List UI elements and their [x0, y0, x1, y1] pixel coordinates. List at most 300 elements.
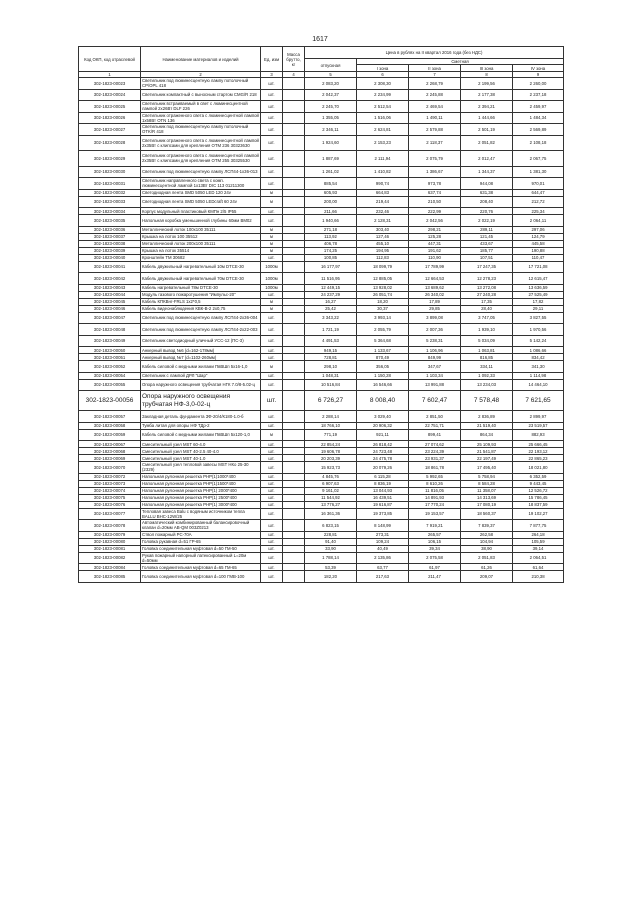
row-price-zone-1: 194,95	[357, 247, 409, 254]
row-name: Напольная рулонная решетка PHP(1)1500*400	[141, 480, 261, 487]
row-price-zone-3: 262,58	[461, 531, 513, 538]
row-price-zone-1: 30,37	[357, 305, 409, 312]
col-num: 7	[409, 72, 461, 78]
row-name: Смесительный узел MST 40-2.5 40-4.0	[141, 448, 261, 455]
row-price-zone-4: 970,01	[513, 178, 564, 190]
table-row	[79, 372, 564, 379]
row-code: 302-1823-00033	[79, 196, 141, 208]
row-price-zone-1: 1 410,82	[357, 166, 409, 178]
row-mass	[283, 335, 305, 347]
row-mass	[283, 347, 305, 354]
row-price-zone-4: 13 636,59	[513, 284, 564, 291]
row-price-zone-4: 264,18	[513, 531, 564, 538]
row-name: Ствол пожарный РС-70А	[141, 531, 261, 538]
row-price-zone-3: 7 839,37	[461, 520, 513, 532]
row-price-zone-1: 219,44	[357, 196, 409, 208]
row-price-zone-2: 973,78	[409, 178, 461, 190]
row-price-zone-4: 2 064,51	[513, 552, 564, 564]
row-price-zone-1: 8 008,40	[357, 391, 409, 411]
table-row	[79, 112, 564, 124]
row-name: Кабель двужильный нагревательный 70м DTCE-30	[141, 273, 261, 285]
row-name: Головка соединительная муфтовая d=65 ГМ-65	[141, 564, 261, 571]
row-code: 302-1823-00036	[79, 226, 141, 233]
row-price-zone-1: 664,83	[357, 189, 409, 196]
row-mass	[283, 240, 305, 247]
row-price-zone-4: 7 621,65	[513, 391, 564, 411]
row-unit: м	[261, 233, 283, 240]
header-smetnaya: Сметная	[357, 59, 564, 65]
row-unit: шт.	[261, 480, 283, 487]
row-price-zone-4: 22 193,12	[513, 448, 564, 455]
row-mass	[283, 208, 305, 215]
table-row	[79, 305, 564, 312]
row-price-zone-4: 225,34	[513, 208, 564, 215]
row-price-otpusk: 2 042,37	[305, 89, 357, 101]
row-price-otpusk: 1 924,60	[305, 135, 357, 151]
row-unit: 1000м	[261, 261, 283, 273]
row-unit: шт.	[261, 112, 283, 124]
row-price-otpusk: 228,81	[305, 531, 357, 538]
table-row	[79, 335, 564, 347]
row-mass	[283, 226, 305, 233]
row-name: Светильник компактный с выносным стартом CMG/R 218	[141, 89, 261, 101]
row-mass	[283, 564, 305, 571]
row-mass	[283, 261, 305, 273]
row-price-zone-1: 2 234,99	[357, 89, 409, 101]
row-price-otpusk: 6 907,63	[305, 480, 357, 487]
price-table	[78, 46, 564, 583]
row-price-zone-2: 17 789,99	[409, 261, 461, 273]
header-unit: Ед. изм	[261, 47, 283, 72]
row-price-zone-2: 1 106,96	[409, 347, 461, 354]
row-unit: шт.	[261, 545, 283, 552]
row-price-zone-2: 3 899,08	[409, 312, 461, 324]
row-price-zone-1: 18,20	[357, 298, 409, 305]
row-price-otpusk: 19 606,78	[305, 448, 357, 455]
row-price-otpusk: 174,25	[305, 247, 357, 254]
row-price-otpusk: 15 923,73	[305, 462, 357, 474]
row-name: Крышка на лоток 100 35512	[141, 233, 261, 240]
row-code: 302-1823-00045	[79, 298, 141, 305]
row-name: Анкерный вывод №7 (d=1102-260мм)	[141, 354, 261, 361]
row-price-zone-3: 17 495,40	[461, 462, 513, 474]
row-price-zone-2: 298,21	[409, 226, 461, 233]
row-price-otpusk: 16,27	[305, 298, 357, 305]
row-price-zone-3: 209,07	[461, 571, 513, 583]
row-unit: шт.	[261, 520, 283, 532]
row-unit: шт.	[261, 78, 283, 90]
row-price-zone-4: 2 237,18	[513, 89, 564, 101]
row-price-zone-4: 29,11	[513, 305, 564, 312]
row-price-zone-3: 14 313,69	[461, 494, 513, 501]
row-mass	[283, 305, 305, 312]
row-unit: шт.	[261, 508, 283, 520]
row-code: 302-1823-00075	[79, 494, 141, 501]
row-mass	[283, 361, 305, 373]
table-row	[79, 448, 564, 455]
row-price-zone-1: 13 928,02	[357, 284, 409, 291]
row-price-zone-1: 13 044,93	[357, 487, 409, 494]
row-price-zone-3: 2 012,47	[461, 151, 513, 167]
row-name: Кабель силовой с медными жилами ПвВШп 5x16-1,0	[141, 361, 261, 373]
table-row	[79, 78, 564, 90]
row-code: 302-1823-00032	[79, 189, 141, 196]
row-unit: шт.	[261, 531, 283, 538]
row-name: Светильник под люминесцентную лампу ЛСП44-2x36-004	[141, 312, 261, 324]
row-price-zone-2: 1 386,67	[409, 166, 461, 178]
row-code: 302-1823-00031	[79, 178, 141, 190]
row-price-otpusk: 2 245,70	[305, 101, 357, 113]
row-unit: м	[261, 298, 283, 305]
row-price-zone-2: 17,89	[409, 298, 461, 305]
row-name: Смесительный узел тепловой завесы MST НКо 25-30 (2329)	[141, 462, 261, 474]
table-row	[79, 189, 564, 196]
row-price-zone-2: 39,34	[409, 545, 461, 552]
row-mass	[283, 552, 305, 564]
row-price-zone-2: 5 992,65	[409, 473, 461, 480]
row-price-zone-3: 2 199,56	[461, 78, 513, 90]
row-code: 302-1823-00072	[79, 473, 141, 480]
row-price-zone-2: 2 245,88	[409, 89, 461, 101]
row-price-zone-1: 1 516,06	[357, 112, 409, 124]
row-price-zone-1: 273,31	[357, 531, 409, 538]
row-code: 302-1823-00051	[79, 354, 141, 361]
row-code: 302-1823-00023	[79, 78, 141, 90]
row-price-zone-4: 2 899,97	[513, 411, 564, 423]
row-price-zone-2: 27 074,62	[409, 441, 461, 448]
row-price-otpusk: 4 845,76	[305, 473, 357, 480]
row-name: Светильник под люминесцентную лампу ЛСП44-2x22-003	[141, 324, 261, 336]
row-price-zone-3: 1 344,37	[461, 166, 513, 178]
row-name: Напольная коробка уменьшенной глубины 60мм ВМ02	[141, 215, 261, 227]
row-unit: шт.	[261, 254, 283, 261]
row-name: Смесительный узел MST 60-4.0	[141, 441, 261, 448]
table-header	[79, 47, 564, 78]
row-price-zone-4: 17 721,08	[513, 261, 564, 273]
row-mass	[283, 379, 305, 391]
row-unit: м	[261, 189, 283, 196]
row-price-zone-1: 870,49	[357, 354, 409, 361]
row-price-zone-2: 637,74	[409, 189, 461, 196]
row-price-zone-1: 63,77	[357, 564, 409, 571]
row-unit: шт.	[261, 422, 283, 429]
row-price-zone-1: 2 128,31	[357, 215, 409, 227]
row-mass	[283, 448, 305, 455]
row-price-zone-4: 39,14	[513, 545, 564, 552]
row-price-otpusk: 2 083,20	[305, 78, 357, 90]
row-price-zone-4: 210,38	[513, 571, 564, 583]
row-price-zone-4: 5 142,24	[513, 335, 564, 347]
row-name: Автоматический комбинированный балансировочный клапан d=20мм АВ-QM 003Z0213	[141, 520, 261, 532]
table-row	[79, 422, 564, 429]
table-row	[79, 178, 564, 190]
header-mass: Масса брутто, кг	[283, 47, 305, 72]
row-price-otpusk: 406,78	[305, 240, 357, 247]
row-unit: шт.	[261, 455, 283, 462]
row-price-otpusk: 728,81	[305, 354, 357, 361]
row-price-zone-2: 19 153,57	[409, 508, 461, 520]
row-price-zone-4: 644,47	[513, 189, 564, 196]
row-price-zone-1: 232,46	[357, 208, 409, 215]
row-price-zone-2: 2 851,50	[409, 411, 461, 423]
row-code: 302-1823-00067	[79, 441, 141, 448]
row-code: 302-1823-00025	[79, 101, 141, 113]
row-price-zone-1: 8 836,19	[357, 480, 409, 487]
row-name: Головка рукавная d=51 ГР-65	[141, 538, 261, 545]
row-unit: шт.	[261, 89, 283, 101]
row-code: 302-1823-00035	[79, 215, 141, 227]
row-code: 302-1823-00027	[79, 124, 141, 136]
row-price-zone-2: 61,97	[409, 564, 461, 571]
row-unit: шт.	[261, 354, 283, 361]
row-price-zone-4: 61,64	[513, 564, 564, 571]
col-num: 6	[357, 72, 409, 78]
row-code: 302-1823-00047	[79, 312, 141, 324]
row-name: Опора наружного освещения трубчатая НФ-3,0-02-ц	[141, 391, 261, 411]
row-price-zone-2: 2 268,79	[409, 78, 461, 90]
header-zone-2: II зона	[409, 65, 461, 72]
row-mass	[283, 151, 305, 167]
row-price-zone-4: 2 260,00	[513, 78, 564, 90]
row-name: Светильник встраиваемый в свет с люминесцентной лампой 2x26Вт DLF 226	[141, 101, 261, 113]
table-row	[79, 480, 564, 487]
row-price-zone-2: 2 469,54	[409, 101, 461, 113]
row-price-zone-1: 2 135,86	[357, 552, 409, 564]
table-row	[79, 254, 564, 261]
row-price-zone-2: 2 075,58	[409, 552, 461, 564]
row-code: 302-1823-00081	[79, 545, 141, 552]
row-name: Светильник под люминесцентную лампу ЛСП44-1x36-013	[141, 166, 261, 178]
row-mass	[283, 441, 305, 448]
row-name: Светодиодная лента SMD 5050 LED 120 24v	[141, 189, 261, 196]
row-price-zone-4: 190,88	[513, 247, 564, 254]
row-price-zone-1: 2 111,94	[357, 151, 409, 167]
row-price-zone-1: 2 153,23	[357, 135, 409, 151]
table-row	[79, 247, 564, 254]
row-price-otpusk: 24 237,29	[305, 291, 357, 298]
row-price-zone-1: 1 150,28	[357, 372, 409, 379]
row-unit: м	[261, 226, 283, 233]
row-price-zone-3: 220,76	[461, 208, 513, 215]
row-code: 302-1823-00029	[79, 151, 141, 167]
row-price-zone-4: 19 102,27	[513, 508, 564, 520]
row-price-otpusk: 100,85	[305, 254, 357, 261]
row-name: Кронштейн TM 30682	[141, 254, 261, 261]
row-price-zone-4: 834,42	[513, 354, 564, 361]
row-price-zone-3: 631,38	[461, 189, 513, 196]
row-code: 302-1823-00068	[79, 448, 141, 455]
row-price-zone-3: 13 234,03	[461, 379, 513, 391]
row-price-otpusk: 13 776,27	[305, 501, 357, 508]
row-code: 302-1823-00069	[79, 455, 141, 462]
row-price-otpusk: 2 346,11	[305, 124, 357, 136]
row-price-zone-4: 124,79	[513, 233, 564, 240]
row-price-zone-2: 2 075,79	[409, 151, 461, 167]
row-code: 302-1823-00040	[79, 254, 141, 261]
row-price-zone-4: 110,47	[513, 254, 564, 261]
row-price-zone-3: 104,94	[461, 538, 513, 545]
row-price-zone-3: 208,40	[461, 196, 513, 208]
row-price-zone-3: 28,40	[461, 305, 513, 312]
row-name: Кабель силовой с медными жилами ПвВШп 5x120-1,0	[141, 429, 261, 441]
row-name: Светильник направленного света с комп. люминесцентной лампой 1x13Вт DIC 113 01211300	[141, 178, 261, 190]
row-price-zone-1: 2 308,30	[357, 78, 409, 90]
row-price-zone-4: 27 525,49	[513, 291, 564, 298]
table-row	[79, 298, 564, 305]
row-name: Закладная деталь фундамента ЗФ-20/4/К180-1.0-б	[141, 411, 261, 423]
row-code: 302-1823-00080	[79, 538, 141, 545]
row-price-zone-4: 7 877,75	[513, 520, 564, 532]
row-price-zone-4: 23 519,57	[513, 422, 564, 429]
table-row	[79, 233, 564, 240]
table-row	[79, 354, 564, 361]
row-price-otpusk: 4 491,53	[305, 335, 357, 347]
row-mass	[283, 545, 305, 552]
row-mass	[283, 124, 305, 136]
row-price-zone-3: 2 177,38	[461, 89, 513, 101]
row-price-otpusk: 113,92	[305, 233, 357, 240]
row-price-zone-1: 40,49	[357, 545, 409, 552]
row-price-zone-2: 13 991,88	[409, 379, 461, 391]
row-mass	[283, 112, 305, 124]
row-price-otpusk: 885,54	[305, 178, 357, 190]
row-price-zone-1: 921,11	[357, 429, 409, 441]
row-unit: шт.	[261, 166, 283, 178]
row-unit: м	[261, 305, 283, 312]
row-price-zone-3: 1 444,66	[461, 112, 513, 124]
table-row	[79, 391, 564, 411]
row-mass	[283, 462, 305, 474]
row-price-zone-3: 816,85	[461, 354, 513, 361]
row-price-zone-3: 433,67	[461, 240, 513, 247]
row-code: 302-1823-00039	[79, 247, 141, 254]
table-row	[79, 208, 564, 215]
row-price-zone-3: 25 109,93	[461, 441, 513, 448]
row-code: 302-1823-00085	[79, 571, 141, 583]
row-price-zone-4: 105,59	[513, 538, 564, 545]
row-code: 302-1823-00079	[79, 531, 141, 538]
row-name: Рукав пожарный напорный латексированный L=20м d=50мм	[141, 552, 261, 564]
row-price-zone-4: 12 526,72	[513, 487, 564, 494]
table-row	[79, 473, 564, 480]
row-price-otpusk: 1 721,19	[305, 324, 357, 336]
row-name: Напольная рулонная решетка PHP(1) 3000*400	[141, 501, 261, 508]
row-price-otpusk: 771,19	[305, 429, 357, 441]
row-mass	[283, 487, 305, 494]
row-price-otpusk: 25,42	[305, 305, 357, 312]
row-price-zone-3: 289,11	[461, 226, 513, 233]
row-name: Светильник отраженного света с люминесцентной лампой 2x35Вт с клипсами для крепления OTM 236 30323630	[141, 135, 261, 151]
row-price-zone-4: 1 381,30	[513, 166, 564, 178]
table-row	[79, 538, 564, 545]
row-unit: шт.	[261, 208, 283, 215]
table-row	[79, 215, 564, 227]
row-price-zone-3: 1 063,81	[461, 347, 513, 354]
row-mass	[283, 538, 305, 545]
row-price-otpusk: 605,93	[305, 189, 357, 196]
row-unit: шт.	[261, 538, 283, 545]
row-price-zone-1: 127,46	[357, 233, 409, 240]
header-otpusk: отпускная	[305, 59, 357, 72]
row-code: 302-1823-00030	[79, 166, 141, 178]
row-mass	[283, 196, 305, 208]
row-price-zone-1: 112,83	[357, 254, 409, 261]
row-mass	[283, 422, 305, 429]
row-price-zone-2: 125,28	[409, 233, 461, 240]
row-price-zone-4: 2 067,75	[513, 151, 564, 167]
row-unit: шт.	[261, 347, 283, 354]
row-price-zone-3: 8 584,28	[461, 480, 513, 487]
row-price-otpusk: 22 854,24	[305, 441, 357, 448]
row-price-otpusk: 949,15	[305, 347, 357, 354]
row-code: 302-1823-00059	[79, 429, 141, 441]
row-price-otpusk: 3 343,22	[305, 312, 357, 324]
row-mass	[283, 178, 305, 190]
row-unit: м	[261, 247, 283, 254]
row-name: Светильник под люминесцентную лампу потолочный CP/OPL 418	[141, 78, 261, 90]
row-price-zone-2: 7 602,47	[409, 391, 461, 411]
row-price-zone-2: 2 042,56	[409, 215, 461, 227]
row-price-zone-3: 334,11	[461, 361, 513, 373]
row-mass	[283, 531, 305, 538]
row-code: 302-1823-00052	[79, 361, 141, 373]
row-price-zone-2: 849,99	[409, 354, 461, 361]
row-price-otpusk: 211,66	[305, 208, 357, 215]
row-price-otpusk: 271,18	[305, 226, 357, 233]
row-price-zone-4: 17,82	[513, 298, 564, 305]
col-num: 9	[513, 72, 564, 78]
row-price-zone-1: 455,10	[357, 240, 409, 247]
row-price-zone-4: 1 114,98	[513, 372, 564, 379]
row-price-zone-2: 26 340,02	[409, 291, 461, 298]
row-price-zone-3: 5 034,09	[461, 335, 513, 347]
row-price-zone-3: 121,45	[461, 233, 513, 240]
row-unit: м	[261, 196, 283, 208]
table-row	[79, 361, 564, 373]
row-price-otpusk: 12 449,15	[305, 284, 357, 291]
row-unit: шт.	[261, 135, 283, 151]
row-price-zone-4: 14 464,10	[513, 379, 564, 391]
row-unit: 1000м	[261, 273, 283, 285]
row-code: 302-1823-00074	[79, 487, 141, 494]
row-mass	[283, 520, 305, 532]
row-unit: м	[261, 361, 283, 373]
row-unit: шт.	[261, 379, 283, 391]
row-code: 302-1823-00043	[79, 284, 141, 291]
header-zone-3: III зона	[461, 65, 513, 72]
row-price-zone-4: 15 786,45	[513, 494, 564, 501]
row-mass	[283, 78, 305, 90]
row-price-zone-2: 1 490,11	[409, 112, 461, 124]
row-price-zone-3: 17 247,35	[461, 261, 513, 273]
row-code: 302-1823-00037	[79, 233, 141, 240]
row-price-zone-2: 210,50	[409, 196, 461, 208]
row-code: 302-1823-00082	[79, 552, 141, 564]
row-code: 302-1823-00049	[79, 335, 141, 347]
row-mass	[283, 233, 305, 240]
row-unit: шт.	[261, 571, 283, 583]
row-code: 302-1823-00026	[79, 112, 141, 124]
row-price-zone-2: 447,31	[409, 240, 461, 247]
row-price-zone-3: 2 051,82	[461, 135, 513, 151]
row-mass	[283, 254, 305, 261]
row-price-zone-3: 3 747,05	[461, 312, 513, 324]
col-num: 1	[79, 72, 141, 78]
row-code: 302-1823-00073	[79, 480, 141, 487]
row-price-zone-3: 38,90	[461, 545, 513, 552]
row-price-otpusk: 16 177,97	[305, 261, 357, 273]
row-mass	[283, 273, 305, 285]
